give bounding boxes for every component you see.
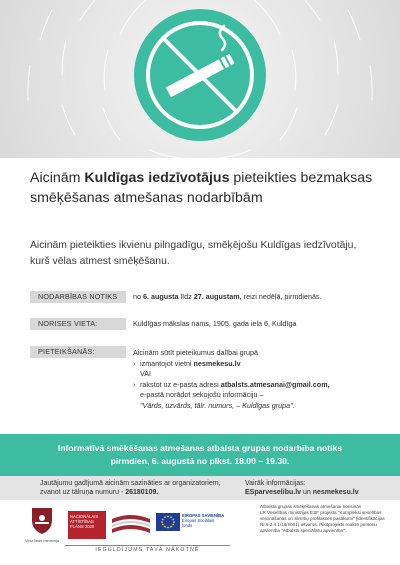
web-link[interactable]: nesmekesu.lv	[193, 358, 241, 368]
investment-slogan: IEGULDĪJUMS TAVĀ NĀKOTNĒ	[65, 545, 230, 555]
chevron-right-icon: ›	[133, 358, 136, 368]
latvia-flag-logo	[110, 511, 152, 539]
info-session-line1: Informatīvā smēķēšanas atmešanas atbalsta grupas nodarbība notiks	[57, 443, 343, 453]
site-link-esparveselibu[interactable]: ESparveselibu.lv	[245, 489, 302, 496]
no-smoking-icon	[0, 0, 400, 158]
apply-option-email: › rakstot uz e-pasta adresi atbalsts.atmesanai@gmail.com,	[133, 379, 330, 389]
email-instruction: e-pastā norādot sekojošu informāciju –	[140, 390, 264, 399]
apply-option-web: › izmantojot vietni nesmekesu.lv	[133, 358, 241, 368]
or-text: VAI	[140, 369, 152, 378]
site-link-nesmekesu[interactable]: nesmekesu.lv	[312, 489, 359, 496]
place-text: Kuldīgas mākslas nams, 1905. gada iela 6, Kuldīga	[133, 319, 297, 328]
phone-number[interactable]: 26180109.	[125, 489, 159, 496]
times-text: no 6. augusta līdz 27. augustam, reizi nedēļā, pirmdienās.	[133, 292, 322, 301]
page-title: Aicinām Kuldīgas iedzīvotājus pieteikties bezmaksas smēķēšanas atmešanas nodarbībām	[30, 170, 373, 206]
fine-print: Atbalsta grupas smēķēšanas atmešanai norisinās LR Veselības ministrijas ESF projekta "Kompleksi veselības veicināšanas un slimību profilakses pasākumi" (identifikācijas Nr.9.2.4.1/16/I/001) ietvaros. Pilotprojekts realizē personu apvienība "Atbalsts speciālistu apvienība".	[260, 504, 385, 534]
contact-links: Vairāk informācijas: ESparveselibu.lv un nesmekesu.lv	[245, 480, 359, 496]
eu-stars-icon	[156, 513, 180, 531]
contact-bar	[0, 476, 400, 500]
place-label: NORISES VIETA:	[30, 318, 126, 330]
contact-phone: Jautājumu gadījumā aicinām sazināties ar organizatoriem, zvanot uz tālruņa numuru - 26180109.	[40, 480, 221, 496]
ministry-logo	[18, 505, 66, 545]
email-format: "Vārds, uzvārds, tālr. numurs, – Kuldīgas grupa".	[140, 400, 295, 410]
eu-flag-logo	[156, 513, 180, 531]
svg-text:Veselības ministrija: Veselības ministrija	[24, 538, 60, 543]
hero-banner	[0, 0, 400, 158]
sponsor-logos	[18, 505, 228, 545]
eu-fund-text: EIROPAS SAVIENĪBA Eiropas Sociālais fonds	[182, 513, 225, 528]
info-session-line2: pirmdien, 6. augustā no plkst. 18.00 – 19.30.	[110, 456, 290, 466]
email-link[interactable]: atbalsts.atmesanai@gmail.com,	[220, 379, 330, 389]
info-session-banner	[0, 434, 400, 476]
intro-text: Aicinām pieteikties ikvienu pilngadīgu, smēķējošu Kuldīgas iedzīvotāju, kurš vēlas atmest smēķēšanu.	[30, 240, 357, 267]
nap-logo: NACIONĀLAIS ATTĪSTĪBAS PLĀNS 2020	[68, 511, 106, 539]
chevron-right-icon: ›	[133, 379, 136, 389]
apply-intro: Aicinām sūtīt pieteikumus dalībai grupā	[133, 348, 259, 357]
apply-details	[133, 348, 383, 411]
apply-label: PIETEIKŠANĀS:	[30, 346, 126, 358]
times-label: NODARBĪBAS NOTIKS	[30, 291, 126, 303]
